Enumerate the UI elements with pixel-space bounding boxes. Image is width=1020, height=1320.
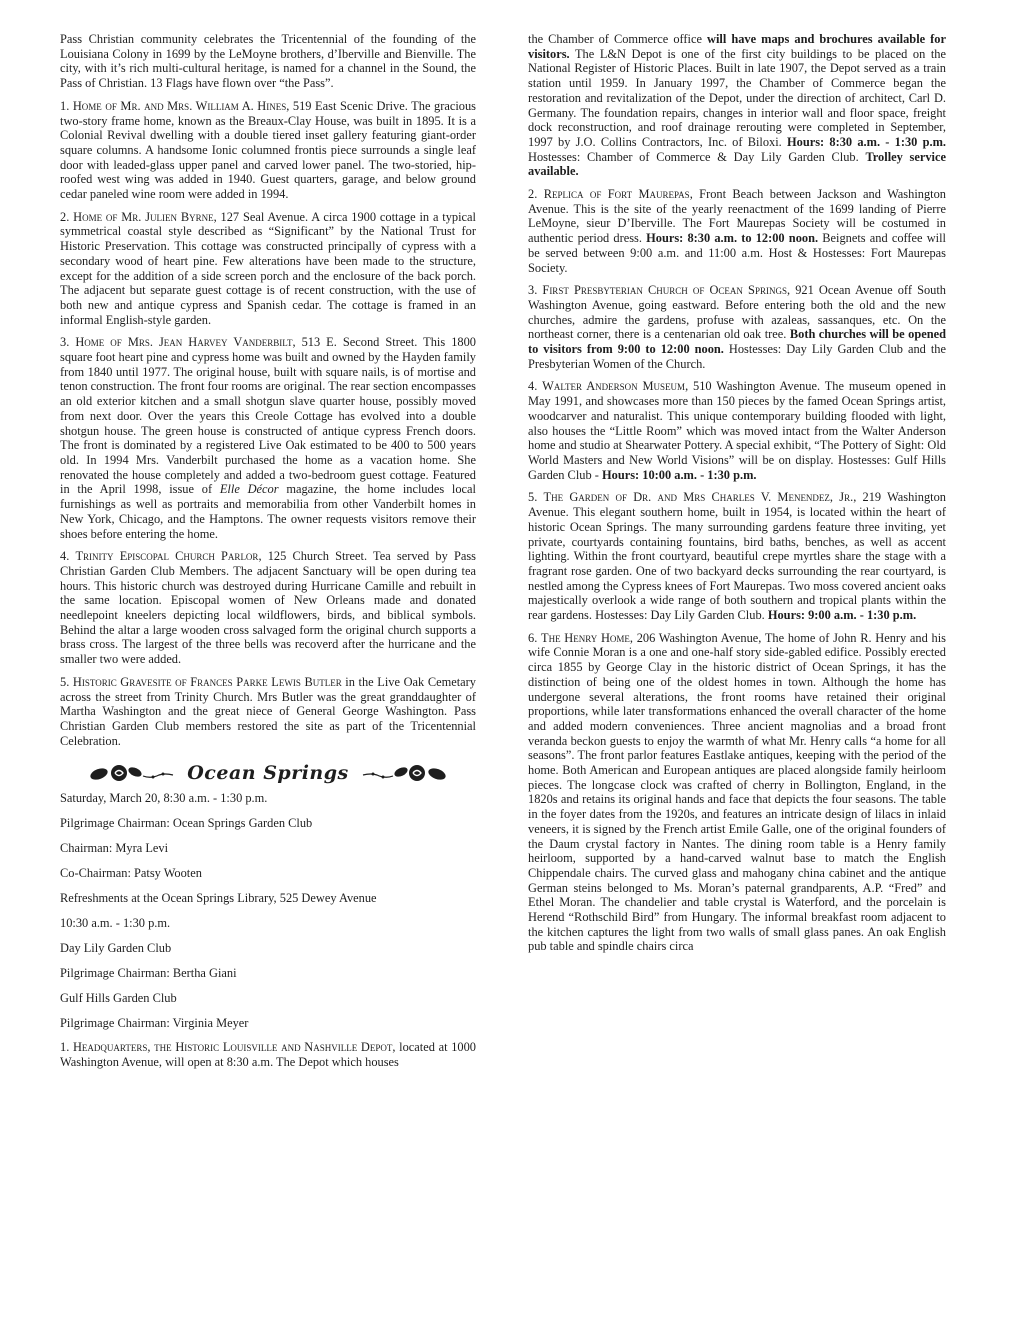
- entry-heading: First Presbyterian Church of Ocean Springs: [542, 283, 787, 298]
- banner-title: Ocean Springs: [187, 761, 349, 784]
- info-line: Gulf Hills Garden Club: [60, 991, 177, 1006]
- refreshments-block: [60, 890, 476, 932]
- left-column: [60, 32, 476, 1078]
- entry-heading: Home of Mr. and Mrs. William A. Hines: [72, 98, 287, 113]
- entry-heading: Replica of Fort Maurepas: [543, 187, 690, 202]
- site-entry-5: 5. Historic Gravesite of Frances Parke Lewis Butler in the Live Oak Cemetary across the street from Trinity Church. Mrs Butler was the great granddaughter of Martha Washington and the great niece of General George Washington. Pass Christian Garden Club members restored the site as part of the Tricentennial Celebration.: [60, 674, 476, 748]
- site-entry-3: 3. Home of Mrs. Jean Harvey Vanderbilt, 513 E. Second Street. This 1800 square foot heart pine and cypress home was built and owned by the Hayden family from 1840 until 1977. The original house, built with square nails, is of mortise and tenon construction. The front four rooms are original. The rear section encompasses an old exterior kitchen and a small shotgun slave quarter house, possibly moved from next door. Over the years this Creole Cottage has evolved into a double shotgun house. The green house is constructed of antique cypress French doors. The front is dominated by a registered Live Oak estimated to be 400 to 500 years old. In 1994 Mrs. Vanderbilt purchased the home as a vacation home. She renovated the house completely and added a two-bedroom guest cottage. Featured in the April 1998, issue of Elle Décor magazine, the home includes local furnishings as well as portraits and memorabilia from other Vanderbilt homes in New York, Chicago, and the Hamptons. The owner requests visitors remove their shoes before entering the home.: [60, 335, 476, 541]
- ocean-springs-entry-6: 6. The Henry Home, 206 Washington Avenue, The home of John R. Henry and his wife Connie Moran is a one and one-half story side-gabled edifice. Possibly erected circa 1855 by George Clay in the historic district of Ocean Springs, it has the distinction of being one of the oldest homes in town. Although the home has undergone several alterations, the front rooms have retained their original proportions, while later transformations enhanced the overall character of the home and added modern conveniences. Three ancient magnolias and a broad front veranda beckon guests to enjoy the warmth of what Mr. Henry calls “a home for all seasons”. The front parlor features Eastlake antiques, keeping with the period of the home. Both American and European antiques are placed alongside family heirloom pieces. The longcase clock was crafted of cherry in Bollington, England, in the 1820s and retains its original hands and face that depicts the four seasons. The table in the foyer dates from the 1920s, and features an intricate design of lilacs in inlaid veneers, it is signed by the French artist Emile Galle, one of the original founders of the Daum crystal factory in Nantes. The dining room table is a Henry family heirloom, supported by a hand-carved walnut base to match the English Chippendale chairs. The curved glass and mahogany china cabinet and the antique German steins belonged to Ms. Moran’s paternal grandparents, A.P. “Fred” and Ethel Moran. The chandelier and table crystal is Waterford, and the porcelain is Herend “Rothschild Bird” from Hungary. The informal breakfast room adjacent to the kitchen captures the light from two walls of small glass panes. An oak English pub table and spindle chairs circa: [528, 630, 946, 954]
- entry-heading: The Garden of Dr. and Mrs Charles V. Menendez, Jr.: [543, 490, 854, 505]
- info-line: Saturday, March 20, 8:30 a.m. - 1:30 p.m.: [60, 791, 268, 806]
- garden-clubs-block: [60, 940, 476, 1032]
- magazine-title: Elle Décor: [219, 482, 279, 497]
- entry-heading: Trinity Episcopal Church Parlor: [75, 549, 259, 564]
- site-entry-2: 2. Home of Mr. Julien Byrne, 127 Seal Avenue. A circa 1900 cottage in a typical symmetrical coastal style described as “Significant” by the National Trust for Historic Preservation. This cottage was constructed principally of cypress with a secondary wood of heart pine. Few alterations have been made to the structure, except for the addition of a side screen porch and the enclosure of the back porch. The adjacent but separate guest cottage is of recent construction, with the use of both new and antique cypress and Spanish cedar. The cottage is framed in an informal English-style garden.: [60, 209, 476, 327]
- info-line: Pilgrimage Chairman: Bertha Giani: [60, 966, 237, 981]
- site-entry-1: 1. Home of Mr. and Mrs. William A. Hines, 519 East Scenic Drive. The gracious two-story frame home, known as the Breaux-Clay House, was built in 1895. It is a Colonial Revival dwelling with a double tiered inset gallery featuring giant-order square columns. A handsome Ionic columned frontis piece surrounds a single leaf door with leaded-glass upper panel and carved lower panel. The two-storied, hip-roofed west wing was added in 1940. Guest quarters, garage, and below ground cedar paneled wine room were added in 1994.: [60, 98, 476, 202]
- site-entry-4: 4. Trinity Episcopal Church Parlor, 125 Church Street. Tea served by Pass Christian Garden Club Members. The adjacent Sanctuary will be open during tea hours. This historic church was destroyed during Hurricane Camille and rebuilt in the same location. Episcopal women of New Orleans made and donated needlepoint kneelers depicting local wildflowers, birds, and biblical symbols. Behind the altar a large wooden cross salvaged form the original church supports a brass cross. The largest of the three bells was recoverd after the hurricane and the smaller two were added.: [60, 549, 476, 667]
- rose-ornament-left-icon: [89, 762, 177, 784]
- section-banner: [60, 762, 476, 784]
- depot-continuation: the Chamber of Commerce office will have maps and brochures available for visitors. The L&N Depot is one of the first city buildings to be placed on the National Register of Historic Places. Built in late 1907, the Depot served as a train station until 1959. In January 1997, the Chamber of Commerce began the restoration and revitalization of the Depot, under the direction of architect, Carl D. Germany. The foundation repairs, changes in interior wall and floor space, freight dock reconstruction, and roof drainage rerouting were completed in September, 1997 by J.O. Collins Contractors, Inc. of Biloxi. Hours: 8:30 a.m. - 1:30 p.m. Hostesses: Chamber of Commerce & Day Lily Garden Club. Trolley service available.: [528, 32, 947, 179]
- info-line: Day Lily Garden Club: [60, 941, 172, 956]
- rose-ornament-right-icon: [359, 762, 447, 784]
- ocean-springs-entry-4: 4. Walter Anderson Museum, 510 Washington Avenue. The museum opened in May 1991, and showcases more than 150 pieces by the famed Ocean Springs artist, woodcarver and naturalist. This unique contemporary building flooded with light, also houses the “Little Room” which was moved intact from the Walter Anderson home and studio at Shearwater Pottery. A special exhibit, “The Pottery of Sight: Old World Masters and New World Visions” will be on display. Hostesses: Gulf Hills Garden Club - Hours: 10:00 a.m. - 1:30 p.m.: [528, 379, 946, 482]
- entry-heading: Walter Anderson Museum: [542, 379, 686, 394]
- info-line: Pilgrimage Chairman: Virginia Meyer: [60, 1016, 249, 1031]
- ocean-springs-entry-1: 1. Headquarters, the Historic Louisville and Nashville Depot, located at 1000 Washington Avenue, will open at 8:30 a.m. The Depot which houses: [60, 1040, 476, 1070]
- ocean-springs-entry-5: 5. The Garden of Dr. and Mrs Charles V. Menendez, Jr., 219 Washington Avenue. This elegant southern home, built in 1954, is located within the heart of historic Ocean Springs. The many surrounding gardens feature three inviting, yet private, courtyards containing fountains, bird baths, benches, as well as accent lighting. Within the front courtyard, beautiful crepe myrtles share the stage with a fragrant rose garden. One of two backyard decks surrounding the rear courtyard, is nestled among the Cypress knees of Fort Maurepas. Two moss covered ancient oaks majestically overlook a wide range of both southern and tropical plants within the rear gardens. Hostesses: Day Lily Garden Club. Hours: 9:00 a.m. - 1:30 p.m.: [528, 490, 946, 623]
- info-line: Chairman: Myra Levi: [60, 841, 169, 856]
- info-line: Refreshments at the Ocean Springs Library, 525 Dewey Avenue: [60, 891, 377, 906]
- entry-heading: Home of Mr. Julien Byrne: [73, 209, 214, 224]
- ocean-springs-entry-3: 3. First Presbyterian Church of Ocean Springs, 921 Ocean Avenue off South Washington Avenue, going eastward. Before entering both the old and the new churches, admire the gardens, profuse with azaleas, sassanques, etc. On the northeast corner, there is a centenarian old oak tree. Both churches will be opened to visitors from 9:00 to 12:00 noon. Hostesses: Day Lily Garden Club and the Presbyterian Women of the Church.: [528, 283, 946, 371]
- intro-paragraph: Pass Christian community celebrates the Tricentennial of the founding of the Louisiana Colony in 1699 by the LeMoyne brothers, d’Iberville and Bienville. The city, with it’s rich multi-cultural heritage, is named for a channel in the Sound, the Pass of Christian. 13 Flags have flown over “the Pass”.: [60, 32, 476, 91]
- entry-heading: Home of Mrs. Jean Harvey Vanderbilt: [75, 335, 293, 350]
- info-line: Co-Chairman: Patsy Wooten: [60, 866, 202, 881]
- entry-heading: The Henry Home: [541, 630, 630, 645]
- info-line: Pilgrimage Chairman: Ocean Springs Garden Club: [60, 816, 313, 831]
- info-line: 10:30 a.m. - 1:30 p.m.: [60, 916, 171, 931]
- entry-heading: Historic Gravesite of Frances Parke Lewis Butler: [72, 674, 342, 689]
- right-column: [528, 32, 946, 962]
- event-info-block: [60, 790, 476, 882]
- entry-heading: Headquarters, the Historic Louisville and Nashville Depot: [72, 1040, 393, 1055]
- ocean-springs-entry-2: 2. Replica of Fort Maurepas, Front Beach between Jackson and Washington Avenue. This is the site of the yearly reenactment of the 1699 landing of Pierre LeMoyne, sieur D’Iberville. The Fort Maurepas Society will be costumed in authentic period dress. Hours: 8:30 a.m. to 12:00 noon. Beignets and coffee will be served between 9:00 a.m. and 11:00 a.m. Host & Hostesses: Fort Maurepas Society.: [528, 187, 946, 275]
